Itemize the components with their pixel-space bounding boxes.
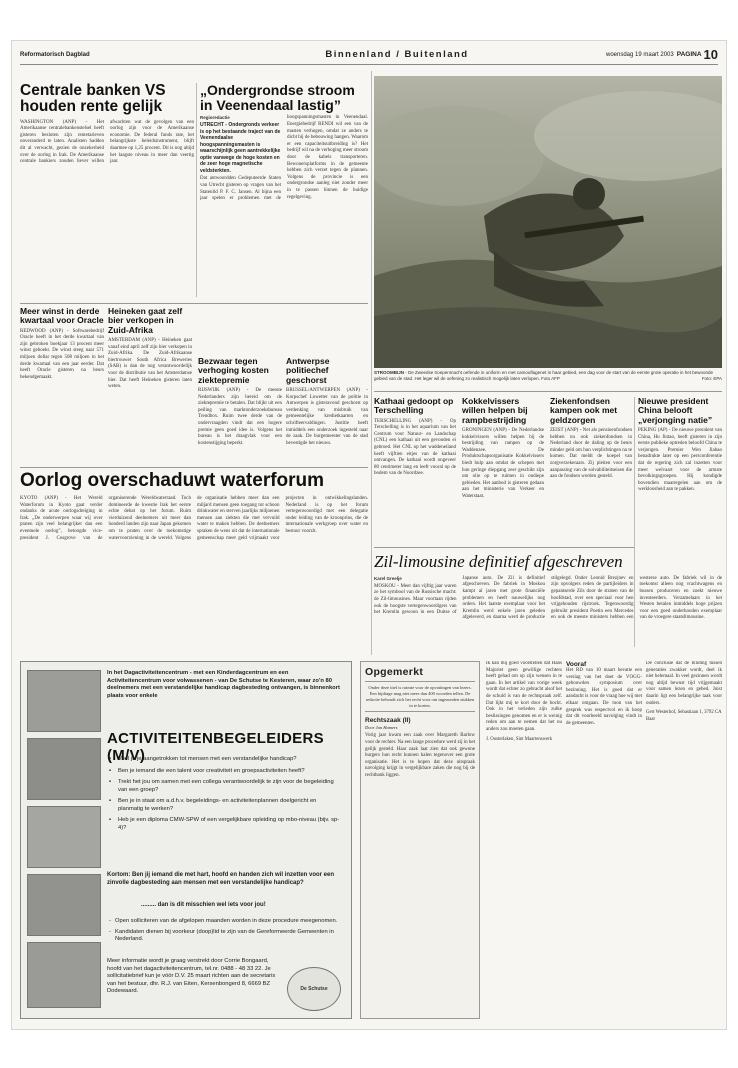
list-item: • Heb je een diploma CMW-SPW of een vergelijkbare opleiding op mbo-niveau (bijv. sp-4)? bbox=[109, 817, 343, 832]
ad-contact: Meer informatie wordt je graag verstrekt door Corrie Bongaard, hoofd van het dagactiviteitencentrum, tel.nr. 0488 - 48 33 22. Je sollicitatiebrief kun je vóór D.V. 25 maart richten aan de secretaris van het bestuur, dhr. R.J. van Eiten, Kersenbongerd 8, 6669 BZ Dodewaard. bbox=[107, 958, 276, 995]
page-number: 10 bbox=[703, 47, 718, 62]
ad-photo bbox=[27, 738, 101, 800]
headline: Nieuwe president China belooft „verjonging natie” bbox=[638, 397, 713, 425]
article-text: GRONINGEN (ANP) - De Nederlandse kokkelvissers willen helpen bij de bestrijding van rampen op de Waddenzee. De Produktschapsorganisatie Kokkelvissers biedt hulp aan omdat de schepen met hun geringe diepgang zeer geschikt zijn om olie op te ruimen in ondiepe gebieden. Het aanbod is gisteren gedaan aan het ministerie van Verkeer en Waterstaat. bbox=[462, 428, 544, 499]
letter-signature: Gert Westerhof, Sebastiaan 1, 3792 CA Baar bbox=[646, 710, 722, 722]
letter-heading: Vooraf bbox=[566, 661, 587, 668]
headline: Centrale banken VS houden rente gelijk bbox=[20, 83, 166, 116]
article-zil-limousine bbox=[374, 553, 722, 657]
ad-photo bbox=[27, 670, 101, 732]
de-schutse-logo: De Schutse bbox=[287, 967, 341, 1011]
byline: Regioredactie bbox=[200, 115, 230, 121]
article-text: WASHINGTON (ANP) - Het Amerikaanse centralebankenstelsel heeft gisteren besloten zijn rentetarieven onveranderd te laten. Analisten hadden dit al verwacht, gezien de onzekerheid over de oorlog in Irak. De Amerikaanse centrale bankiers zouden liever willen afwachten wat de gevolgen van een oorlog zijn voor de Amerikaanse economie. De federal funds rate, het belangrijkste beleidsinstrument, blijft daarmee op 1,25 procent. Dit is nog altijd het laagste niveau in meer dan veertig jaar. bbox=[20, 119, 194, 165]
ad-photo bbox=[27, 806, 101, 868]
article-antwerpse bbox=[286, 357, 368, 463]
job-advertisement bbox=[20, 661, 352, 1019]
article-ondergrondse-stroom bbox=[200, 83, 368, 297]
article-kathaai bbox=[374, 397, 456, 545]
letter-text: De conclusie dat de binding tussen generaties zwakker wordt, deel ik niet helemaal. In veel gezinnen wordt nog altijd bewust tijd vrijgemaakt voor samen lezen en gebed. Juist daarin ligt een belangrijke taak voor ouders. bbox=[646, 661, 722, 706]
news-photo bbox=[374, 76, 722, 368]
article-text: AMSTERDAM (ANP) - Heineken gaat vanaf eind april zelf zijn bier verkopen in Zuid-Afrika. De Zuid-Afrikaanse biertrouwer South Africa Breweries (SAB) is dan de nog verantwoordelijk voor de distributie van het Amsterdamse bier. Dat heeft Heineken gisteren laten weten. bbox=[108, 338, 192, 390]
headline: Ziekenfondsen kampen ook met geldzorgen bbox=[550, 397, 618, 425]
article-ziekenfondsen bbox=[550, 397, 632, 545]
letter-text: Het RD van 10 maart bevatte een verslag van het doet de VOGG-gebouwden symposium over bezinning. Het is goed dat er aandacht is voor de vraag hoe wij met elkaar omgaan. De toon van het gesprek was respectvol en ik hoop dat dit voorbeeld navolging vindt in de gemeenten. bbox=[566, 668, 642, 726]
headline: Oorlog overschaduwt waterforum bbox=[20, 471, 325, 491]
divider bbox=[374, 391, 722, 392]
section-intro: Onder deze titel is ruimte voor de opvattingen van lezers. Een bijdrage mag niet meer dan 400 woorden tellen. De redactie behoudt zich het recht voor om ingezonden stukken in te korten. bbox=[365, 681, 475, 712]
ad-tagline: ......... dan is dit misschien wel iets voor jou! bbox=[141, 902, 266, 908]
divider bbox=[20, 303, 368, 304]
letter-signature: J. Oosterlaken, Sint Maartenswerk bbox=[486, 736, 553, 742]
letters-column bbox=[566, 661, 642, 1019]
divider bbox=[374, 547, 634, 548]
caption-text: - De Zweedse troepenmacht oefende in uniform en met camouflagenet in haar gebied, een dag voor de start van de eerste grote operatie in het bewoonde gebied van de stad. Het leger wil de oefening zo realistisch mogelijk laten verlopen. Foto AFP bbox=[374, 370, 713, 381]
photo-credit: Foto: EPA bbox=[701, 375, 722, 381]
article-lead: UTRECHT - Ondergronds verkeer is op het bestaande traject van de Veenendaalse hoogspanningsmasten is waarschijnlijk geen aantrekkelijke optie vanwege de hoge kosten en de zeer hoge magnetische veldsterkten. bbox=[200, 122, 281, 174]
list-item: • Ben je iemand die een talent voor creativiteit en groepsactiviteiten heeft? bbox=[109, 768, 343, 776]
divider bbox=[20, 467, 368, 468]
letters-column bbox=[646, 661, 722, 1019]
letters-column bbox=[486, 661, 562, 1019]
column-divider bbox=[371, 71, 372, 655]
caption-label: STROOMBIJN bbox=[374, 370, 405, 375]
newspaper-page bbox=[11, 40, 727, 1030]
headline: Meer winst in derde kwartaal voor Oracle bbox=[20, 307, 104, 326]
soldier-photo-illustration bbox=[374, 76, 722, 368]
byline: Karel Greelje bbox=[374, 575, 402, 581]
headline: Zil-limousine definitief afgeschreven bbox=[374, 553, 623, 571]
list-item: - Open solliciteren van de afgelopen maanden worden in deze procedure meegenomen. bbox=[109, 918, 343, 926]
article-kokkelvissers bbox=[462, 397, 544, 545]
column-divider bbox=[196, 83, 197, 297]
article-bezwaar bbox=[198, 357, 282, 463]
ad-summary: Kortom: Ben jij iemand die met hart, hoofd en handen zich wil inzetten voor een zinvolle dagbesteding aan mensen met een verstandelijke handicap? bbox=[107, 872, 335, 886]
ad-photo bbox=[27, 942, 101, 1008]
masthead bbox=[20, 45, 718, 65]
article-oorlog-waterforum bbox=[20, 471, 368, 655]
article-text: RIJSWIJK (ANP) - De meeste Nederlanders zijn bereid om de ziektepremie te betalen. Dat blijkt uit een peiling van marktonderzoeksbureau Trendbox. Ruim twee derde van de ondervraagden vindt dat een hogere premie geen goed idee is. Volgens het bureau is het draagvlak voor een kostenstijging beperkt. bbox=[198, 388, 282, 446]
article-text: TERSCHELLING (ANP) - Op Terschelling is in het aquarium van het Centrum voor Natuur- en Landschap (CNL) een kathaai uit een gevonden ei gebroed. Het CNL op het waddeneiland heeft vijftien eitjes van de kathaai ontvangen. De kathaai wordt ongeveer 80 centimeter lang en leeft vooral op de bodem van de Noordzee. bbox=[374, 418, 456, 477]
issue-date: woensdag 19 maart 2003 bbox=[606, 51, 674, 58]
ad-requirements bbox=[109, 756, 343, 836]
headline: Antwerpse politiechef geschorst bbox=[286, 357, 330, 385]
letter-text: Ik kan mij goed voorstellen dat Hans Majoriet geen gewillige rechters heeft gehad om op zijn wensen in te gaan. In het artikel van vorige week wordt dat echter zo gebracht alsof het de schuld is van de rechtspraak zelf. Dat lijkt mij te kort door de bocht. Ook in het verleden zijn zulke beslissingen genomen en er is weinig reden om aan te nemen dat het nu anders zou moeten gaan. bbox=[486, 661, 562, 732]
article-text: PEKING (AP) - De nieuwe president van China, Hu Jintao, heeft gisteren in zijn eerste publieke optreden beloofd China te verjongen. Premier Wen Jiabao benadrukte later op een persconferentie dat de regering zich zal inzetten voor meer welvaart voor de armste bevolkingsgroepen. Hij kondigde bovendien maatregelen aan om de werkloosheid aan te pakken. bbox=[638, 428, 722, 493]
ad-title: ACTIVITEITENBEGELEIDERS (M/V) bbox=[107, 730, 324, 764]
article-text: Dat antwoordden Gedeputeerde Staten van Utrecht gisteren op vragen van het Statenlid P. F. C. Jansen. Al bijna een jaar spelen er problemen met de hoogspanningsmasten in Veenendaal. Energiebedrijf RENDI wil een van de masten verhogen, omdat ze anders te dicht bij de bebouwing hangen. Waarom er een capaciteitsuitbreiding is? Het bedrijf wil na de verhoging meer stroom door de kabels transporteren. Bewonersplatforms in de gemeente hebben zich verzet tegen de plannen. Volgens de provincie is een ondergrondse aanleg niet zonder meer in te passen binnen de huidige regelgeving. bbox=[200, 115, 368, 202]
headline: Bezwaar tegen verhoging kosten ziektepremie bbox=[198, 357, 269, 385]
ad-photo bbox=[27, 874, 101, 936]
headline: „Ondergrondse stroom in Veenendaal lastig” bbox=[200, 83, 355, 113]
headline: Kokkelvissers willen helpen bij rampbestrijding bbox=[462, 397, 528, 425]
section-heading: Opgemerkt bbox=[365, 666, 424, 678]
letter-author: Door Jan Hamers bbox=[365, 725, 398, 731]
paper-name: Reformatorisch Dagblad bbox=[20, 51, 90, 58]
article-meer-winst bbox=[20, 307, 104, 463]
list-item: - Kandidaten dienen bij voorkeur (doop)lid te zijn van de Gereformeerde Gemeenten in Nederland. bbox=[109, 929, 343, 944]
headline: Kathaai gedoopt op Terschelling bbox=[374, 397, 454, 416]
headline: Heineken gaat zelf bier verkopen in Zuid-Afrika bbox=[108, 307, 183, 335]
column-divider bbox=[634, 397, 635, 647]
letter-text: Vorig jaar kwam een zaak over Margareth Barlow voor de rechter. Na een lange procedure werd zij in het gelijk gesteld. Haar zaak laat zien dat ook gewone burgers hun recht kunnen halen tegenover een grote organisatie. Het is te hopen dat deze uitspraak navolging krijgt in vergelijkbare zaken die nog bij de rechtbank liggen. bbox=[365, 733, 475, 778]
article-text: MOSKOU - Meer dan vijftig jaar waren ze het symbool van de Russische macht: de Zil-limousines. Maar voortaan rijden ook de hoogste vertegenwoordigers van het Kremlin gewoon in een Duitse of Japanse auto. De Zil is definitief afgeschreven. De fabriek in Moskou kampt al jaren met grote financiële problemen en heeft nauwelijks nog orders. Het laatste exemplaar voor het Kremlin werd enkele jaren geleden afgeleverd, en daarna werd de productie stilgelegd. Onder Leonid Brezjnev en zijn opvolgers reden de partijleiders in gepantserde Zils door de straten van de hoofdstad, over een speciaal voor hen vrijgehouden rijstrook. Tegenwoordig gebruikt president Poetin een Mercedes en ook de meeste ministers hebben een westerse auto. De fabriek wil in de toekomst alleen nog vrachtwagens en bussen produceren en zoekt nieuwe investeerders. Verzamelaars in het Westen betalen inmiddels hoge prijzen voor een goed onderhouden exemplaar van de vroegere staatslimousine. bbox=[374, 575, 722, 621]
ad-conditions bbox=[109, 918, 343, 947]
article-centrale-banken bbox=[20, 83, 194, 297]
article-text: ZEIST (ANP) - Net als pensioenfondsen hebben nu ook ziekenfondsen in Nederland door de daling op de beurs minder geld om hun verplichtingen na te komen. Dat meldt de koepel van zorgverzekeraars. Zij pleiten voor een aanpassing van de solvabiliteitseisen die aan de fondsen worden gesteld. bbox=[550, 428, 632, 480]
article-body bbox=[20, 120, 194, 166]
opgemerkt-box bbox=[360, 661, 480, 1019]
letter-heading: Rechtszaak (II) bbox=[365, 717, 411, 725]
article-text: KYOTO (ANP) - Het Wereld Waterforum in Kyoto gaat verder ondanks de acute oorlogsdreiging in Irak. „De onderwerpen waar wij over praten zijn veel belangrijker dan een eventuele oorlog”, betoogde vice-president J. Cosgrove van de organiserende Wereldwaterraad. Toch domineerde de kwestie Irak het eerste echte debat op het forum. Ruim vierduizend deelnemers uit meer dan honderd landen zijn naar Japan gekomen om te praten over de toekomstige watervoorziening in de wereld. Volgens de organisatie hebben meer dan een miljard mensen geen toegang tot schoon drinkwater en sterven jaarlijks miljoenen mensen aan ziekten die met vervuild water te maken hebben. De deelnemers spraken de wens uit dat de internationale gemeenschap meer geld vrijmaakt voor projecten in ontwikkelingslanden. Nederland is op het forum vertegenwoordigd met een delegatie onder leiding van de kroonprins, die de internationale werkgroep over water en bestuur voorzit. bbox=[20, 495, 368, 541]
ad-intro: In het Dagactiviteitencentrum - met een Kinderdagcentrum en een Activiteitencentrum voor volwassenen - van De Schutse te Kesteren, waar zo'n 80 deelnemers met een verstandelijke handicap dagbesteding ontvangen, is binnenkort plaats voor enkele bbox=[107, 670, 340, 699]
list-item: • Voel je je aangetrokken tot mensen met een verstandelijke handicap? bbox=[109, 756, 343, 764]
article-text: BRUSSEL/ANTWERPEN (ANP) - Korpschef Lowetter van de politie in Antwerpen is gisteravond geschorst op verdenking van misbruik van gemeentelijke kredietkaarten en schrifteervaldingen. Justitie heeft inmiddels een onderzoek ingesteld naar de zaak. De burgemeester van de stad bevestigde het nieuws. bbox=[286, 388, 368, 446]
page-label: PAGINA bbox=[676, 51, 702, 58]
list-item: • Ben je in staat om a.d.h.v. begeleidings- en activiteitenplannen doelgericht en planmatig te werken? bbox=[109, 798, 343, 813]
section-title: Binnenland / Buitenland bbox=[325, 49, 469, 60]
photo-caption bbox=[374, 370, 722, 382]
article-heineken bbox=[108, 307, 192, 463]
article-text: REDWOOD (ANP) - Softwarebedrijf Oracle heeft in het derde kwartaal van zijn gebroken boekjaar 13 procent meer winst geboekt. De winst steeg naar 571 miljoen dollar tegen 508 miljoen in het derde kwartaal van een jaar eerder. Dat heeft Oracle gisteren na beurs bekendgemaakt. bbox=[20, 328, 104, 380]
list-item: • Trekt het jou om samen met een collega verantwoordelijk te zijn voor de begeleiding van een groep? bbox=[109, 779, 343, 794]
